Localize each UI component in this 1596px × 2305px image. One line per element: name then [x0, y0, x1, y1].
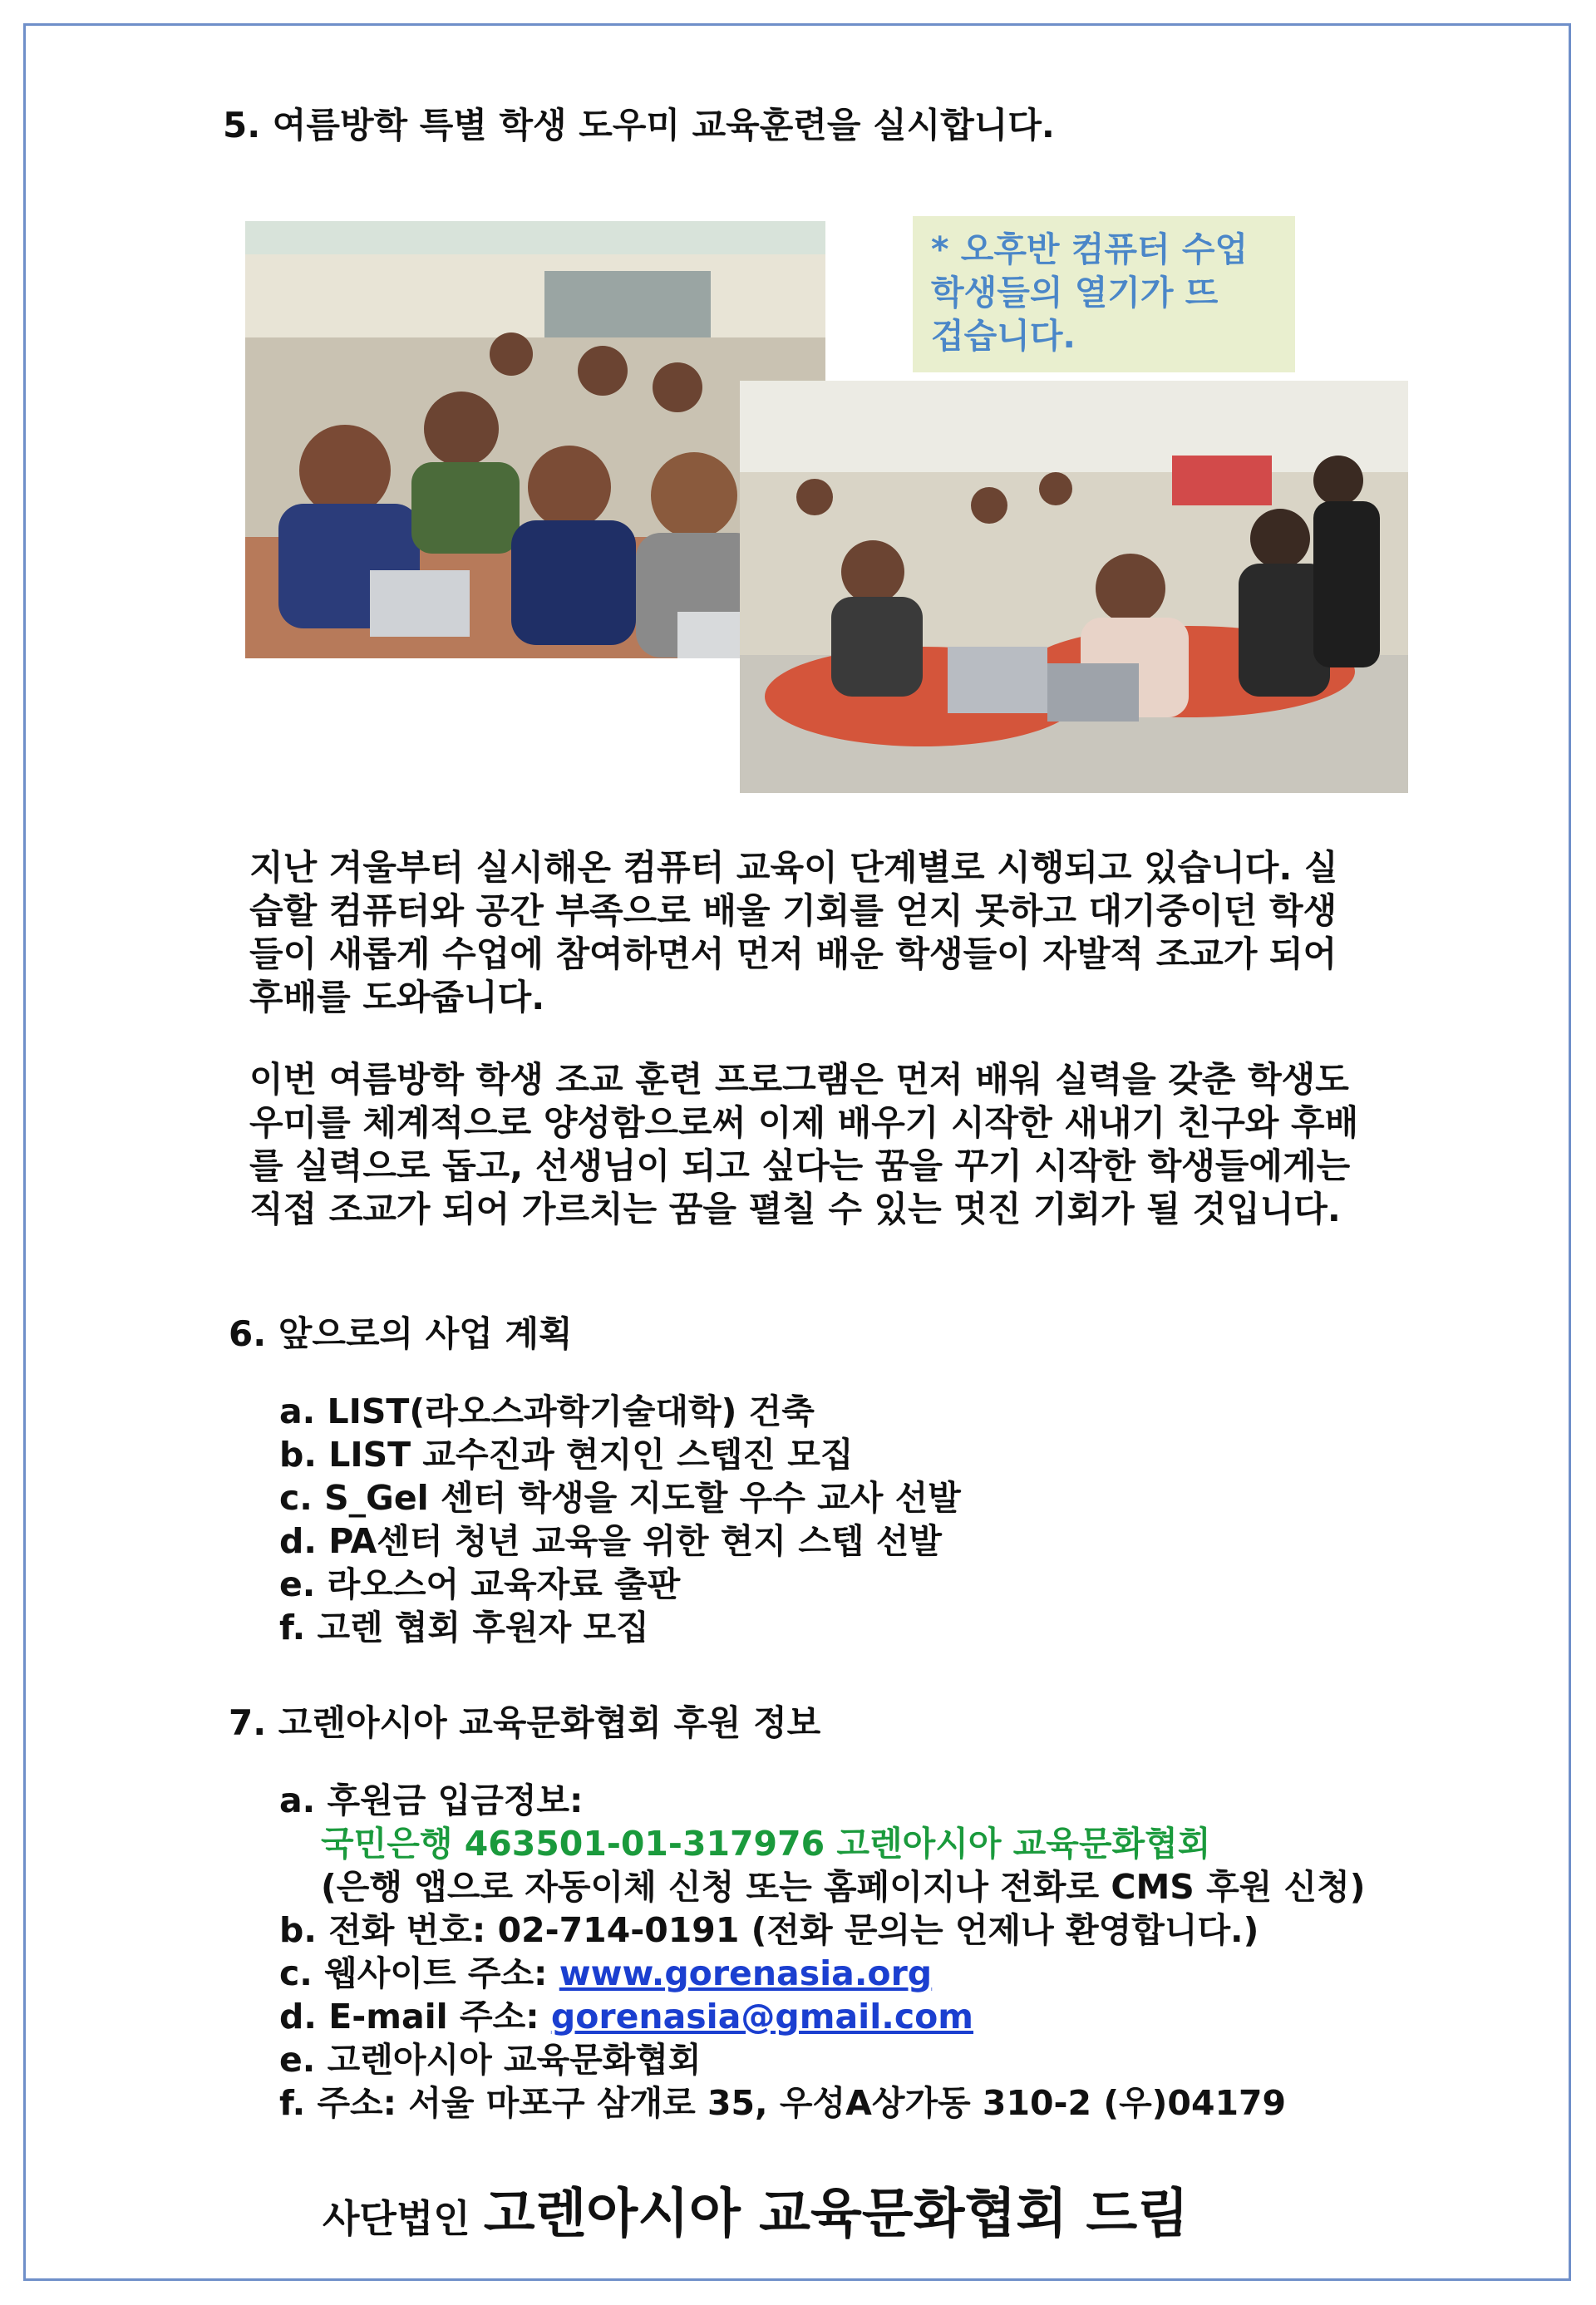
signature-name: 고렌아시아 교육문화협회 드림: [483, 2184, 1190, 2245]
email-row: [279, 1995, 1366, 2038]
paragraph-line: 들이 새롭게 수업에 참여하면서 먼저 배운 학생들이 자발적 조교가 되어: [249, 933, 1337, 974]
paragraph-line: 지난 겨울부터 실시해온 컴퓨터 교육이 단계별로 시행되고 있습니다. 실: [249, 847, 1338, 888]
phone-number: b. 전화 번호: 02-714-0191 (전화 문의는 언제나 환영합니다.): [279, 1910, 1259, 1950]
section-5-heading: 5. 여름방학 특별 학생 도우미 교육훈련을 실시합니다.: [223, 105, 1055, 145]
plan-item: e. 라오스어 교육자료 출판: [279, 1564, 681, 1604]
afternoon-computer-class-photo: [740, 381, 1408, 793]
bank-account: 국민은행 463501-01-317976 고렌아시아 교육문화협회: [321, 1824, 1211, 1864]
website-link[interactable]: www.gorenasia.org: [559, 1953, 933, 1993]
section-6-heading: 6. 앞으로의 사업 계획: [229, 1313, 573, 1354]
paragraph-line: 습할 컴퓨터와 공간 부족으로 배울 기회를 얻지 못하고 대기중이던 학생: [249, 890, 1337, 931]
website-row: [279, 1952, 1366, 1995]
plan-item: a. LIST(라오스과학기술대학) 건축: [279, 1391, 815, 1431]
plan-item: c. S_Gel 센터 학생을 지도할 우수 교사 선발: [279, 1478, 961, 1518]
computer-class-photo: [245, 221, 825, 658]
paragraph-1: [249, 846, 1438, 1019]
paragraph-line: 이번 여름방학 학생 조교 훈련 프로그램은 먼저 배워 실력을 갖춘 학생도: [249, 1059, 1349, 1100]
donation-info: [279, 1779, 1366, 2125]
email-link[interactable]: gorenasia@gmail.com: [550, 1997, 974, 2037]
website-label: c. 웹사이트 주소:: [279, 1953, 559, 1993]
plan-list: [279, 1390, 961, 1649]
caption-line: * 오후반 컴퓨터 수업: [931, 229, 1249, 269]
paragraph-2: [249, 1058, 1438, 1231]
paragraph-line: 직접 조교가 되어 가르치는 꿈을 펼칠 수 있는 멋진 기회가 될 것입니다.: [249, 1189, 1341, 1229]
photo-caption-box: [913, 216, 1295, 372]
caption-line: 학생들의 열기가 뜨: [931, 273, 1219, 313]
plan-item: d. PA센터 청년 교육을 위한 현지 스텝 선발: [279, 1521, 942, 1561]
paragraph-line: 우미를 체계적으로 양성함으로써 이제 배우기 시작한 새내기 친구와 후배: [249, 1102, 1359, 1143]
bank-info-label: a. 후원금 입금정보:: [279, 1780, 584, 1820]
paragraph-line: 를 실력으로 돕고, 선생님이 되고 싶다는 꿈을 꾸기 시작한 학생들에게는: [249, 1145, 1351, 1186]
address: f. 주소: 서울 마포구 삼개로 35, 우성A상가동 310-2 (우)04179: [279, 2083, 1287, 2123]
email-label: d. E-mail 주소:: [279, 1997, 551, 2037]
section-7-heading: 7. 고렌아시아 교육문화협회 후원 정보: [229, 1702, 821, 1743]
signature-prefix: 사단법인: [323, 2196, 484, 2241]
plan-item: f. 고렌 협회 후원자 모집: [279, 1608, 649, 1647]
plan-item: b. LIST 교수진과 현지인 스텝진 모집: [279, 1435, 854, 1475]
paragraph-line: 후배를 도와줍니다.: [249, 977, 545, 1017]
signature: [323, 2171, 1189, 2248]
caption-line: 겁습니다.: [931, 316, 1076, 356]
organization-name: e. 고렌아시아 교육문화협회: [279, 2040, 702, 2080]
bank-note: (은행 앱으로 자동이체 신청 또는 홈페이지나 전화로 CMS 후원 신청): [321, 1867, 1366, 1907]
